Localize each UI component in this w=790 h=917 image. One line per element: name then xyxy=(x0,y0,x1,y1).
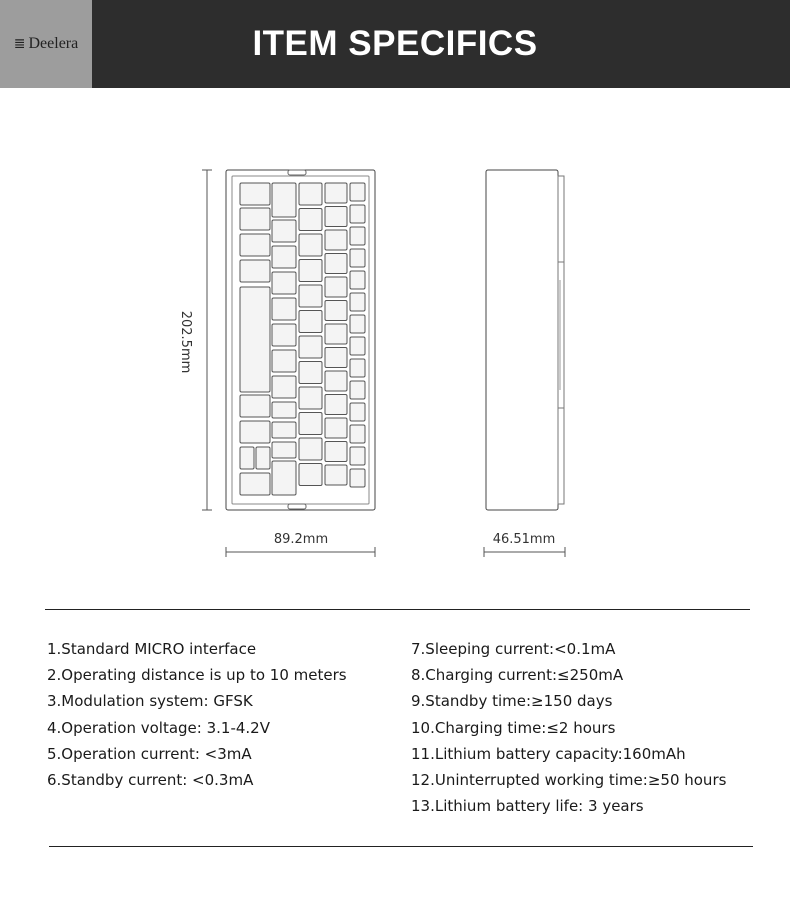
keyboard-dimension-diagram xyxy=(0,150,790,570)
keyboard-key xyxy=(299,260,322,282)
keyboard-key xyxy=(240,234,270,256)
keyboard-key xyxy=(325,254,347,274)
keyboard-key xyxy=(325,207,347,227)
keyboard-key xyxy=(350,293,365,311)
keyboard-key xyxy=(299,387,322,409)
spec-item: 11.Lithium battery capacity:160mAh xyxy=(411,744,686,763)
keyboard-key xyxy=(325,301,347,321)
keyboard-key xyxy=(350,469,365,487)
keyboard-key xyxy=(256,447,270,469)
keyboard-key xyxy=(272,324,296,346)
keyboard-key xyxy=(272,402,296,418)
keyboard-key xyxy=(325,348,347,368)
keyboard-key xyxy=(272,442,296,458)
keyboard-key xyxy=(325,395,347,415)
bottom-divider xyxy=(49,846,753,847)
spec-item: 3.Modulation system: GFSK xyxy=(47,692,253,711)
keyboard-key xyxy=(272,298,296,320)
spec-item: 1.Standard MICRO interface xyxy=(47,640,257,658)
spec-item: 2.Operating distance is up to 10 meters xyxy=(47,666,347,685)
keyboard-key xyxy=(350,205,365,223)
keyboard-key xyxy=(325,371,347,391)
keyboard-key xyxy=(350,403,365,421)
keyboard-key xyxy=(299,285,322,307)
keyboard-key xyxy=(350,381,365,399)
keyboard-key xyxy=(272,272,296,294)
keyboard-key xyxy=(299,336,322,358)
keyboard-key xyxy=(272,376,296,398)
keyboard-key xyxy=(350,359,365,377)
keyboard-key xyxy=(240,208,270,230)
spec-item: 6.Standby current: <0.3mA xyxy=(47,770,254,789)
brand-logo[interactable] xyxy=(0,0,92,88)
keyboard-key xyxy=(240,473,270,495)
keyboard-key xyxy=(240,421,270,443)
keyboard-key xyxy=(272,246,296,268)
top-divider xyxy=(45,609,750,610)
keyboard-key xyxy=(299,234,322,256)
spec-item: 12.Uninterrupted working time:≥50 hours xyxy=(411,770,727,789)
keyboard-key xyxy=(350,227,365,245)
menu-icon: ≣ xyxy=(13,36,26,52)
keyboard-key xyxy=(240,260,270,282)
spec-item: 13.Lithium battery life: 3 years xyxy=(411,797,644,816)
keyboard-key xyxy=(299,183,322,205)
brand-name: Deelera xyxy=(28,35,79,52)
keyboard-key xyxy=(240,183,270,205)
spec-item: 10.Charging time:≤2 hours xyxy=(411,718,616,737)
depth-label: 46.51mm xyxy=(492,532,556,547)
keyboard-key xyxy=(350,271,365,289)
keyboard-key xyxy=(325,324,347,344)
keyboard-key xyxy=(325,418,347,438)
keyboard-key xyxy=(240,447,254,469)
page-title: ITEM SPECIFICS xyxy=(252,24,538,63)
keyboard-key xyxy=(240,287,270,392)
keyboard-key xyxy=(272,220,296,242)
keyboard-front-view xyxy=(226,170,375,510)
keyboard-key xyxy=(350,425,365,443)
keyboard-key xyxy=(350,447,365,465)
keyboard-key xyxy=(299,464,322,486)
keyboard-key xyxy=(272,350,296,372)
keyboard-key xyxy=(299,362,322,384)
width-label: 89.2mm xyxy=(273,532,329,547)
spec-item: 9.Standby time:≥150 days xyxy=(411,692,613,711)
spec-item: 5.Operation current: <3mA xyxy=(47,744,252,763)
spec-item: 4.Operation voltage: 3.1-4.2V xyxy=(47,718,270,737)
keyboard-key xyxy=(325,465,347,485)
height-label: 202.5mm xyxy=(178,310,193,374)
keyboard-key xyxy=(272,422,296,438)
keyboard-key xyxy=(325,277,347,297)
keyboard-key xyxy=(325,230,347,250)
keyboard-key xyxy=(325,183,347,203)
spec-item: 7.Sleeping current:<0.1mA xyxy=(411,640,616,658)
keyboard-key xyxy=(299,311,322,333)
keyboard-key xyxy=(325,442,347,462)
keyboard-key xyxy=(299,413,322,435)
keyboard-key xyxy=(350,337,365,355)
page-title-area xyxy=(92,0,790,88)
keyboard-key xyxy=(350,315,365,333)
keyboard-key xyxy=(299,209,322,231)
keyboard-key xyxy=(272,183,296,217)
specs-left-column xyxy=(47,636,347,793)
header-bar xyxy=(0,0,790,88)
keyboard-key xyxy=(350,183,365,201)
spec-item: 8.Charging current:≤250mA xyxy=(411,666,624,685)
keyboard-key xyxy=(350,249,365,267)
specs-right-column xyxy=(411,636,726,819)
keyboard-side-view xyxy=(486,170,564,510)
keyboard-key xyxy=(299,438,322,460)
keyboard-key xyxy=(240,395,270,417)
keyboard-key xyxy=(272,461,296,495)
